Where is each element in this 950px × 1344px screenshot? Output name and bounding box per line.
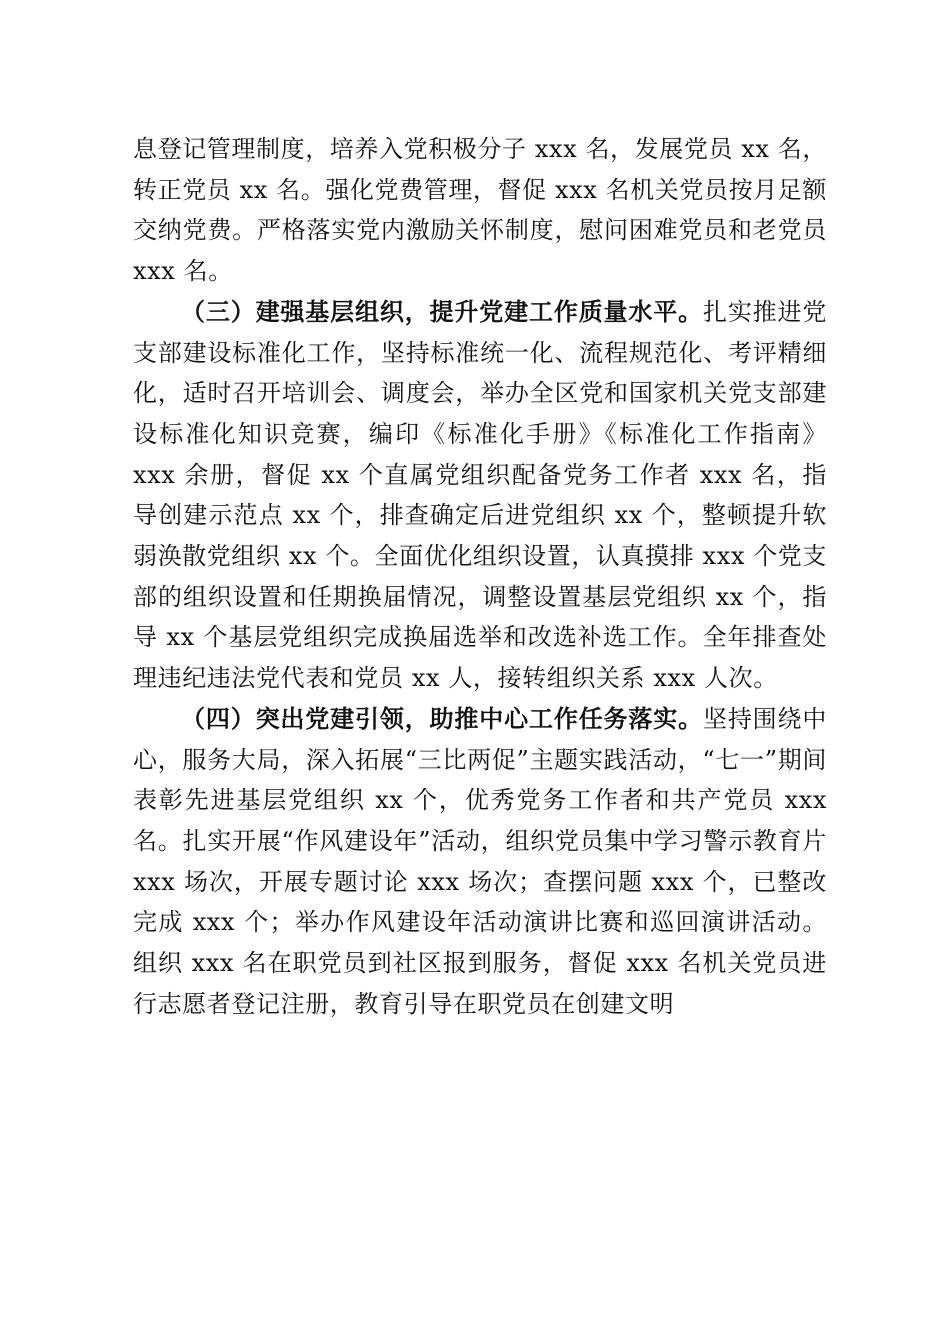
section-heading: （四）突出党建引领，助推中心工作任务落实。 [181,703,703,733]
paragraph-section-4 [133,699,827,1025]
document-body [133,129,827,1024]
paragraph-continuation [133,129,827,292]
section-heading: （三）建强基层组织，提升党建工作质量水平。 [181,296,703,326]
paragraph-body: 扎实推进党支部建设标准化工作，坚持标准统一化、流程规范化、考评精细化，适时召开培训会、调度会，举办全区党和国家机关党支部建设标准化知识竞赛，编印《标准化手册》《标准化工作指南》xxx 余册，督促 xx 个直属党组织配备党务工作者 xxx 名，指导创建示范点 xx 个，排查确定后进党组织 xx 个，整顿提升软弱涣散党组织 xx 个。全面优化组织设置，认真摸排 xxx 个党支部的组织设置和任期换届情况，调整设置基层党组织 xx 个，指导 xx 个基层党组织完成换届选举和改选补选工作。全年排查处理违纪违法党代表和党员 xx 人，接转组织关系 xxx 人次。 [133,297,827,693]
paragraph-section-3 [133,292,827,699]
paragraph-body: 坚持围绕中心，服务大局，深入拓展“三比两促”主题实践活动，“七一”期间表彰先进基层党组织 xx 个，优秀党务工作者和共产党员 xxx 名。扎实开展“作风建设年”活动，组织党员集中学习警示教育片 xxx 场次，开展专题讨论 xxx 场次；查摆问题 xxx 个，已整改完成 xxx 个；举办作风建设年活动演讲比赛和巡回演讲活动。组织 xxx 名在职党员到社区报到服务，督促 xxx 名机关党员进行志愿者登记注册，教育引导在职党员在创建文明 [133,704,827,1018]
paragraph-body: 息登记管理制度，培养入党积极分子 xxx 名，发展党员 xx 名，转正党员 xx 名。强化党费管理，督促 xxx 名机关党员按月足额交纳党费。严格落实党内激励关怀制度，慰问困难党员和老党员 xxx 名。 [133,135,827,286]
